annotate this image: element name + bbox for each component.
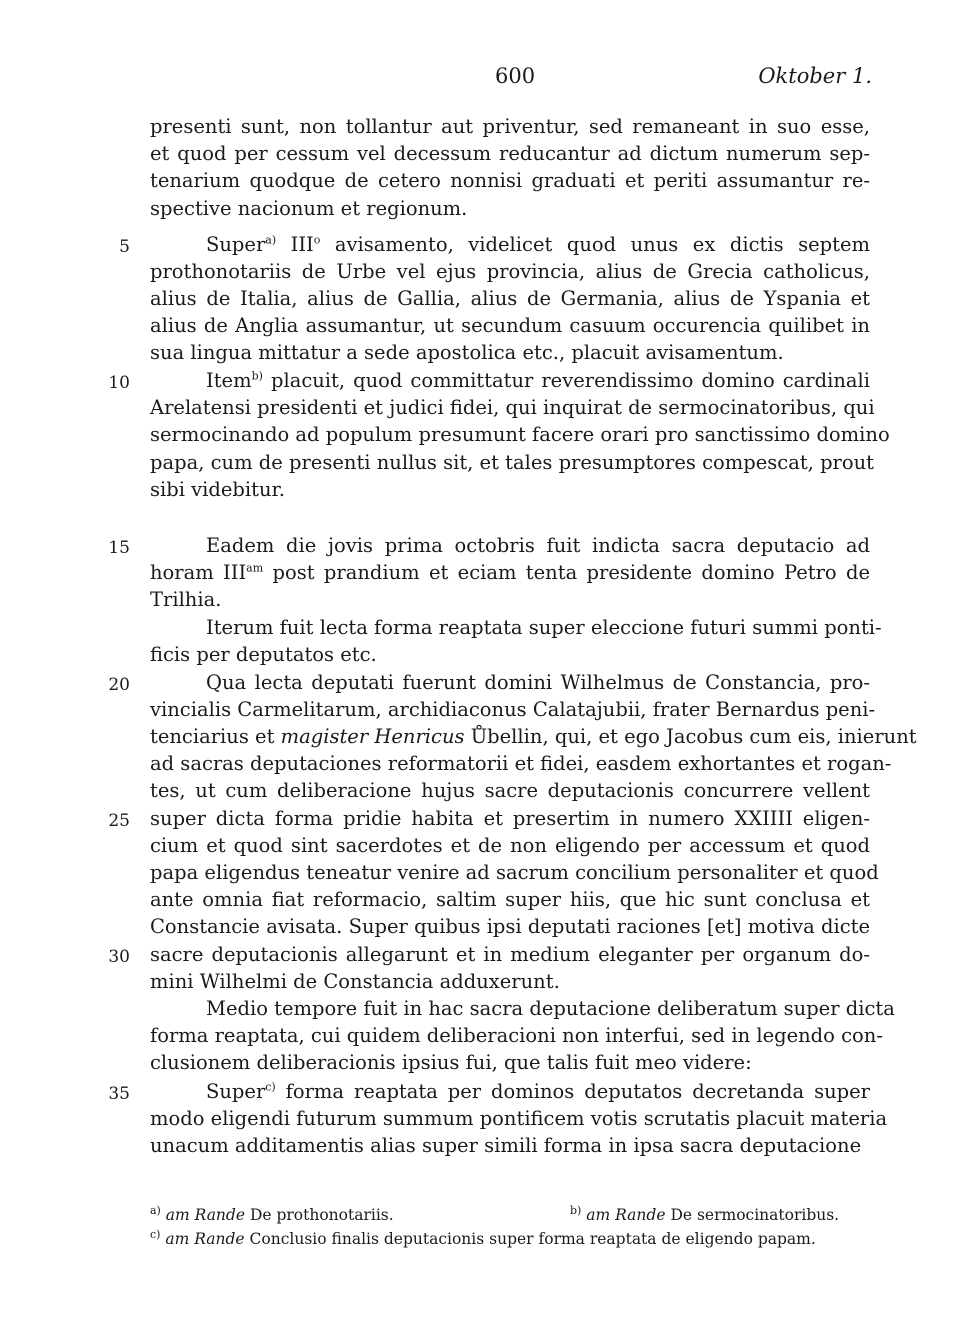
text-line: [150, 1050, 870, 1076]
footnote-b: [570, 1204, 839, 1226]
line-text: Iterum fuit lecta forma reaptata super eleccione futuri summi ponti-: [206, 616, 882, 639]
line-text: cium et quod sint sacerdotes et de non eligendo per accessum et quod: [150, 834, 870, 857]
line-text: forma reaptata per dominos deputatos decretanda super: [275, 1080, 870, 1103]
line-text: super dicta forma pridie habita et presertim in numero XXIIII eligen-: [150, 807, 870, 830]
line-text: Eadem die jovis prima octobris fuit indicta sacra deputacio ad: [206, 534, 870, 557]
text-line: [150, 450, 875, 476]
text-line: [150, 168, 870, 194]
footnote-marker: c): [265, 1080, 276, 1094]
text-line: [150, 887, 870, 913]
line-text: Super: [206, 233, 266, 256]
text-line: [150, 114, 870, 140]
text-line: [150, 833, 870, 859]
text-line: [150, 395, 875, 421]
text-line: [150, 724, 917, 750]
text-line: [150, 1133, 870, 1159]
line-text: ad sacras deputaciones reformatorii et fidei, easdem exhortantes et rogan-: [150, 752, 892, 775]
text-line: [150, 232, 870, 258]
page-number: 600: [495, 64, 536, 88]
line-text: alius de Italia, alius de Gallia, alius de Germania, alius de Yspania et: [150, 287, 870, 310]
line-number: 35: [108, 1084, 130, 1104]
line-text: Super: [206, 1080, 266, 1103]
footnote-text: Conclusio finalis deputacionis super forma reaptata de eligendo papam.: [249, 1230, 816, 1248]
line-number: 30: [108, 947, 130, 967]
line-text: sua lingua mittatur a sede apostolica etc., placuit avisamentum.: [150, 341, 784, 364]
text-line: [150, 969, 870, 995]
line-text: clusionem deliberacionis ipsius fui, que talis fuit meo videre:: [150, 1051, 752, 1074]
line-text: papa eligendus teneatur venire ad sacrum concilium personaliter et quod: [150, 861, 879, 884]
line-number: 5: [119, 237, 130, 257]
line-text: presenti sunt, non tollantur aut priventur, sed remaneant in suo esse,: [150, 115, 870, 138]
text-line: [150, 806, 870, 832]
text-line: [150, 368, 870, 394]
line-text: Trilhia.: [150, 588, 222, 611]
line-text: tenciarius et: [150, 725, 281, 748]
line-text: III: [276, 233, 314, 256]
line-text: ante omnia fiat reformacio, saltim super hiis, que hic sunt conclusa et: [150, 888, 870, 911]
text-line: [150, 422, 890, 448]
text-line: [150, 196, 870, 222]
text-line: [150, 313, 870, 339]
footnote-mark: c): [150, 1227, 161, 1241]
text-line: [150, 560, 870, 586]
line-text: horam III: [150, 561, 247, 584]
line-text: sermocinando ad populum presumunt facere orari pro sanctissimo domino: [150, 423, 890, 446]
ordinal-marker: o: [313, 233, 321, 247]
line-text: Ůbellin, qui, et ego Jacobus cum eis, inierunt: [464, 725, 917, 748]
text-line: [150, 1106, 888, 1132]
text-line: [150, 860, 879, 886]
text-line: [150, 751, 892, 777]
line-text: post prandium et eciam tenta presidente domino Petro de: [263, 561, 870, 584]
footnote-marker: am: [246, 561, 264, 575]
line-text: ficis per deputatos etc.: [150, 643, 377, 666]
line-text: unacum additamentis alias super simili forma in ipsa sacra deputacione: [150, 1134, 862, 1157]
line-number: 20: [108, 675, 130, 695]
footnote-line: [150, 1228, 872, 1250]
footnote-marker: b): [251, 369, 263, 383]
italic-text: magister Henricus: [280, 725, 465, 748]
line-text: tenarium quodque de cetero nonnisi graduati et periti assumantur re-: [150, 169, 870, 192]
text-line: [150, 1023, 883, 1049]
line-text: modo eligendi futurum summum pontificem votis scrutatis placuit materia: [150, 1107, 888, 1130]
text-line: [150, 996, 895, 1022]
text-line: [150, 340, 870, 366]
footnote-text: De prothonotariis.: [249, 1206, 394, 1224]
line-number: 10: [108, 373, 130, 393]
text-line: [150, 141, 870, 167]
text-line: [150, 1079, 870, 1105]
footnote-italic: am Rande: [165, 1206, 246, 1224]
line-text: sibi videbitur.: [150, 478, 285, 501]
line-text: forma reaptata, cui quidem deliberacioni non interfui, sed in legendo con-: [150, 1024, 883, 1047]
text-line: [150, 670, 870, 696]
text-line: [150, 697, 876, 723]
line-number: 25: [108, 811, 130, 831]
text-line: [150, 642, 870, 668]
text-line: [150, 259, 870, 285]
line-text: spective nacionum et regionum.: [150, 197, 468, 220]
text-line: [150, 942, 870, 968]
footnote-text: De sermocinatoribus.: [670, 1206, 840, 1224]
header-date: Oktober 1.: [758, 64, 872, 88]
line-text: et quod per cessum vel decessum reducantur ad dictum numerum sep-: [150, 142, 870, 165]
text-line: [150, 533, 870, 559]
line-text: avisamento, videlicet quod unus ex dictis septem: [320, 233, 870, 256]
footnote-mark: a): [150, 1203, 161, 1217]
line-text: Medio tempore fuit in hac sacra deputacione deliberatum super dicta: [206, 997, 895, 1020]
line-text: sacre deputacionis allegarunt et in medium eleganter per organum do-: [150, 943, 870, 966]
footnote-marker: a): [265, 233, 277, 247]
text-line: [150, 477, 870, 503]
footnote-italic: am Rande: [165, 1230, 245, 1248]
line-text: vincialis Carmelitarum, archidiaconus Calatajubii, frater Bernardus peni-: [150, 698, 876, 721]
footnote-line: [150, 1204, 872, 1226]
text-line: [150, 914, 870, 940]
line-text: mini Wilhelmi de Constancia adduxerunt.: [150, 970, 560, 993]
footnote-italic: am Rande: [586, 1206, 666, 1224]
page-header: [150, 60, 872, 94]
line-text: prothonotariis de Urbe vel ejus provincia, alius de Grecia catholicus,: [150, 260, 870, 283]
text-line: [150, 615, 882, 641]
text-line: [150, 587, 870, 613]
line-text: Constancie avisata. Super quibus ipsi deputati raciones [et] motiva dicte: [150, 915, 870, 938]
line-text: Item: [206, 369, 252, 392]
footnote-mark: b): [570, 1203, 582, 1217]
line-text: alius de Anglia assumantur, ut secundum casuum occurencia quilibet in: [150, 314, 870, 337]
text-line: [150, 286, 870, 312]
line-number: 15: [108, 538, 130, 558]
line-text: tes, ut cum deliberacione hujus sacre deputacionis concurrere vellent: [150, 779, 870, 802]
text-line: [150, 778, 870, 804]
line-text: Qua lecta deputati fuerunt domini Wilhelmus de Constancia, pro-: [206, 671, 870, 694]
line-text: papa, cum de presenti nullus sit, et tales presumptores compescat, prout: [150, 451, 875, 474]
line-text: Arelatensi presidenti et judici fidei, qui inquirat de sermocinatoribus, qui: [150, 396, 875, 419]
line-text: placuit, quod committatur reverendissimo domino cardinali: [262, 369, 870, 392]
